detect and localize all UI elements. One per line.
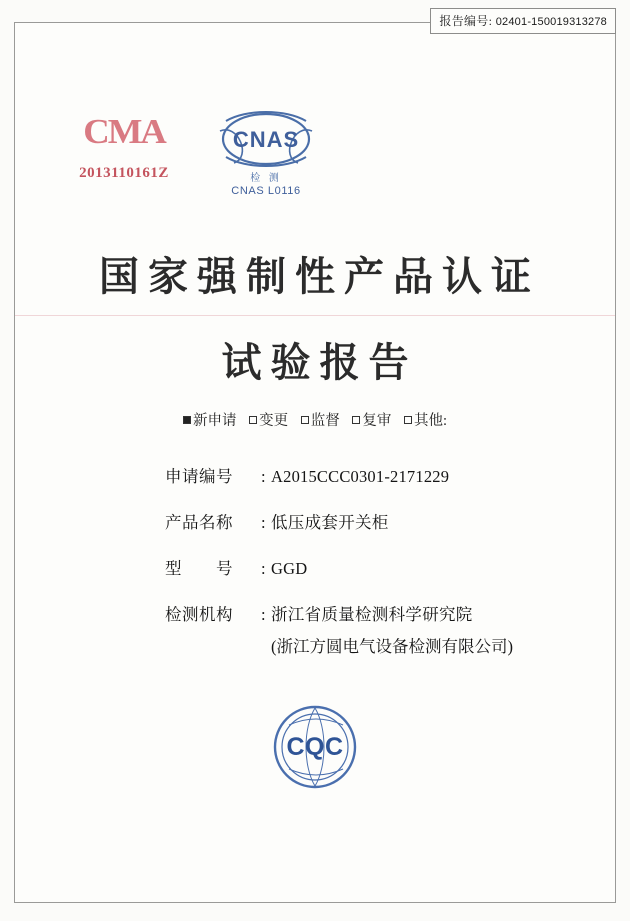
scan-artifact-line <box>15 315 615 316</box>
field-colon: : <box>261 559 266 578</box>
cma-logo-icon <box>81 109 167 155</box>
field-label: 检测机构 <box>165 605 233 624</box>
checkbox-icon-checked[interactable] <box>183 416 191 424</box>
application-type-label-0: 新申请 <box>192 413 237 429</box>
report-number-value: 02401-150019313278 <box>495 16 607 28</box>
checkbox-icon[interactable] <box>404 416 412 424</box>
application-type-label-3: 复审 <box>362 413 392 429</box>
cnas-mark-block <box>201 107 331 197</box>
field-product-name <box>165 509 565 533</box>
field-application-number <box>165 463 565 487</box>
field-model <box>165 555 565 579</box>
certificate-sheet <box>14 22 616 903</box>
field-colon: : <box>261 513 266 532</box>
field-value: GGD <box>271 559 308 578</box>
testing-organization-subline: (浙江方圆电气设备检测有限公司) <box>271 637 513 656</box>
application-type-option-0[interactable] <box>183 413 237 429</box>
field-value: 低压成套开关柜 <box>271 513 389 532</box>
cma-certificate-number: 2013110161Z <box>79 165 169 181</box>
application-type-label-2: 监督 <box>310 413 340 429</box>
document-title-line2: 试验报告 <box>221 340 418 385</box>
svg-text:CNAS: CNAS <box>232 127 300 152</box>
application-type-option-4[interactable] <box>404 413 447 429</box>
cqc-logo-icon <box>263 695 367 799</box>
cma-mark-block <box>59 109 189 182</box>
application-type-row <box>15 409 615 430</box>
cnas-subtitle: 检 测 <box>250 173 282 184</box>
field-value: A2015CCC0301-2171229 <box>271 467 450 486</box>
application-type-option-2[interactable] <box>301 413 340 429</box>
field-colon: : <box>261 605 266 624</box>
field-testing-organization <box>165 601 565 625</box>
field-value: 浙江省质量检测科学研究院 <box>271 605 473 624</box>
application-type-option-1[interactable] <box>249 413 288 429</box>
checkbox-icon[interactable] <box>249 416 257 424</box>
cnas-code: CNAS L0116 <box>231 185 301 197</box>
cma-logo-text: CMA <box>83 112 165 151</box>
field-label: 型 号 <box>165 559 233 578</box>
checkbox-icon[interactable] <box>301 416 309 424</box>
field-label: 产品名称 <box>165 513 233 532</box>
field-list <box>165 463 565 679</box>
checkbox-icon[interactable] <box>352 416 360 424</box>
svg-text:CQC: CQC <box>286 733 344 761</box>
application-type-option-3[interactable] <box>352 413 391 429</box>
cqc-seal-block <box>15 695 615 799</box>
field-label: 申请编号 <box>165 467 233 486</box>
application-type-label-1: 变更 <box>259 413 289 429</box>
application-type-label-4: 其他: <box>413 413 448 429</box>
report-number-box <box>430 8 616 34</box>
cnas-logo-icon <box>212 107 320 171</box>
field-colon: : <box>261 467 266 486</box>
document-title-line1: 国家强制性产品认证 <box>99 254 540 299</box>
report-number-label: 报告编号: <box>439 14 493 28</box>
